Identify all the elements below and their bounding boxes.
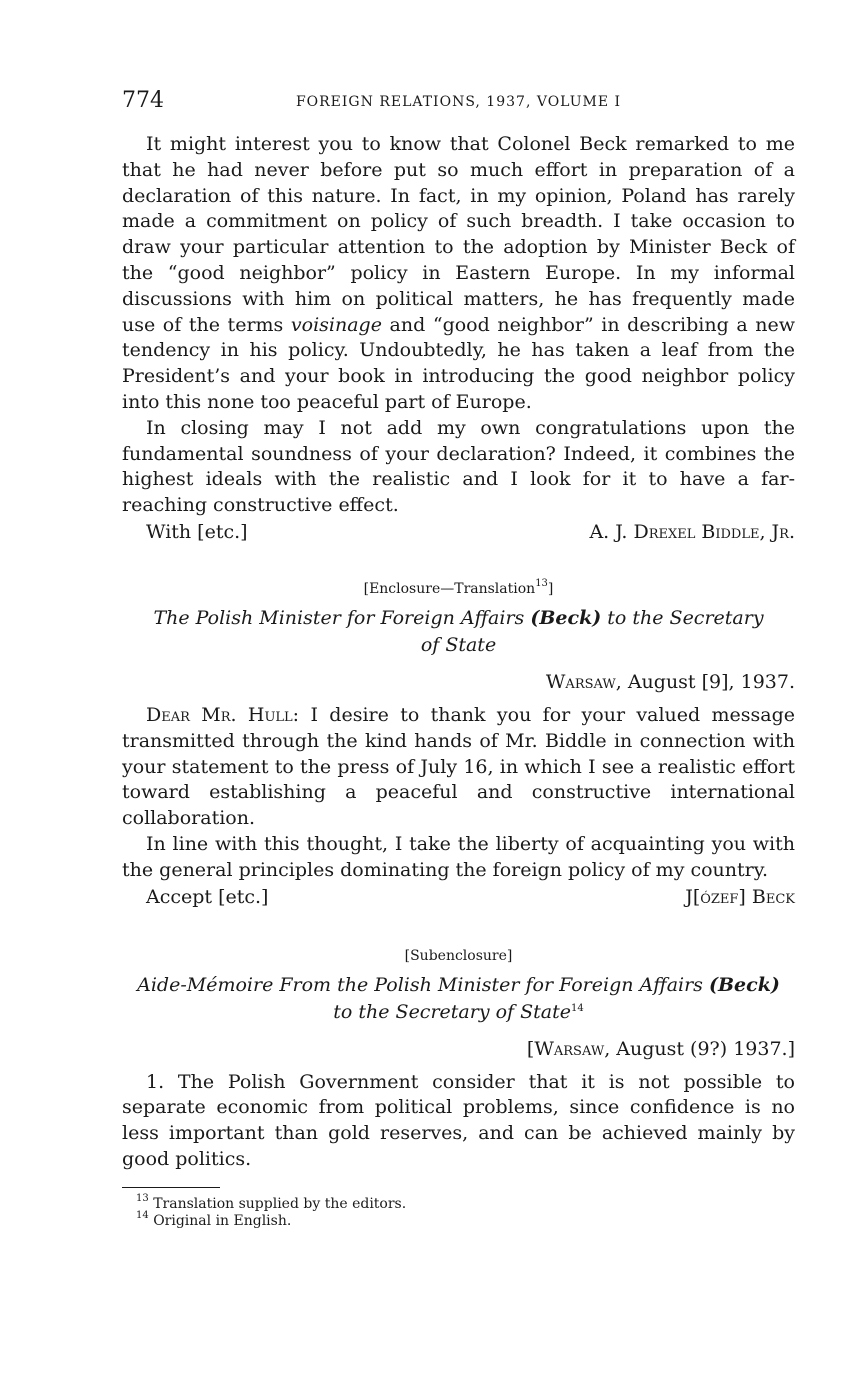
footnote-ref: 14 bbox=[570, 1002, 584, 1014]
enclosure-closing bbox=[122, 884, 795, 914]
salutation: Dear Mr. Hull: bbox=[146, 703, 300, 726]
running-header bbox=[122, 88, 795, 122]
enclosure-paragraph-1: Dear Mr. Hull: I desire to thank you for your valued message transmitted through the kind hands of Mr. Biddle in connection with your statement to the press of July 16, in which I see a realistic effort toward establishing a peaceful and constructive international collaboration. bbox=[122, 703, 796, 830]
closing-phrase: With [etc.] bbox=[146, 520, 248, 543]
letter-paragraph-1: It might interest you to know that Colonel Beck remarked to me that he had never before put so much effort in preparation of a declaration of this nature. In fact, in my opinion, Poland has rarely made a commitment on policy of such breadth. I take occasion to draw your particular attention to the adoption by Minister Beck of the “good neighbor” policy in Eastern Europe. In my informal discussions with him on political matters, he has frequently made use of the terms voisinage and “good neighbor” in describing a new tendency in his policy. Undoubtedly, he has taken a leaf from the President’s and your book in introducing the good neighbor policy into this none too peaceful part of Europe. bbox=[122, 133, 796, 413]
footnote: $^{13}$ Translation supplied by the editors. bbox=[136, 1192, 407, 1212]
running-title: FOREIGN RELATIONS, 1937, VOLUME I bbox=[295, 94, 622, 110]
letter-closing bbox=[122, 519, 795, 549]
subenclosure-paragraph-1: 1. The Polish Government consider that it is not possible to separate economic from political problems, since confidence is no less important than gold reserves, and can be achieved mainly by good politics. bbox=[122, 1070, 795, 1170]
enclosure-label: [Enclosure—Translation$^{13}$] bbox=[363, 577, 554, 597]
footnote: $^{14}$ Original in English. bbox=[136, 1209, 292, 1229]
italic-term: voisinage bbox=[290, 313, 382, 336]
enclosure-date: Warsaw, August [9], 1937. bbox=[545, 670, 795, 693]
enclosure-paragraph-2: In line with this thought, I take the liberty of acquainting you with the general principles dominating the foreign policy of my country. bbox=[122, 832, 795, 881]
enclosure-title: The Polish Minister for Foreign Affairs (Beck) to the Secretary of State bbox=[153, 606, 764, 656]
signature: A. J. Drexel Biddle, Jr. bbox=[589, 520, 795, 543]
footnote-ref: 13 bbox=[535, 577, 548, 589]
subenclosure-date: [Warsaw, August (9?) 1937.] bbox=[526, 1037, 795, 1060]
closing-phrase: Accept [etc.] bbox=[146, 885, 269, 908]
page-number: 774 bbox=[122, 88, 164, 113]
document-page bbox=[122, 88, 795, 1230]
subenclosure-title: Aide-Mémoire From the Polish Minister for Foreign Affairs (Beck) to the Secretary of State$^{14}$ bbox=[137, 973, 780, 1023]
letter-paragraph-2: In closing may I not add my own congratulations upon the fundamental soundness of your declaration? Indeed, it combines the highest ideals with the realistic and I look for it to have a far-reaching constructive effect. bbox=[122, 416, 795, 517]
subenclosure-label: [Subenclosure] bbox=[404, 947, 513, 964]
signature: J[ózef] Beck bbox=[685, 885, 795, 908]
